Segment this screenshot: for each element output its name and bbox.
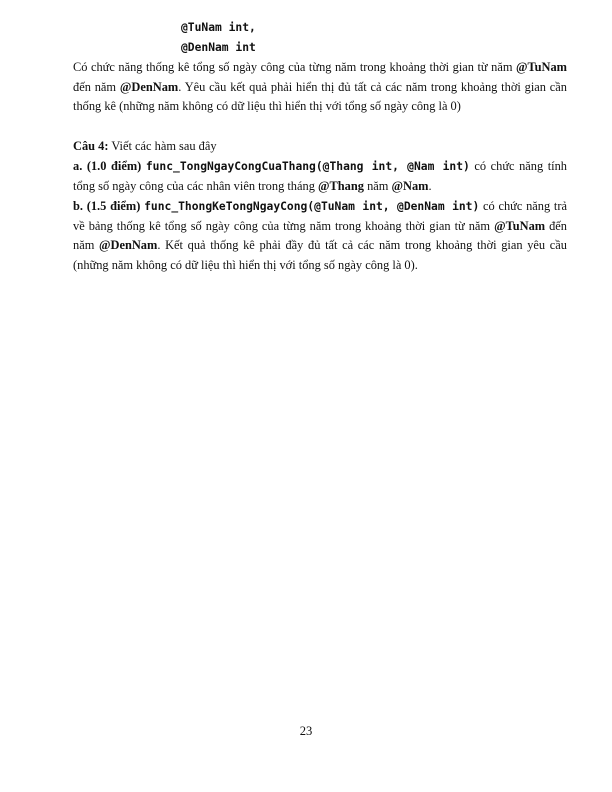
param-ref-nam: @Nam — [391, 178, 429, 193]
page-number: 23 — [299, 724, 313, 738]
item-b-label: b. (1.5 điểm) — [73, 199, 141, 213]
document-page — [73, 18, 567, 275]
text: Có chức năng thống kê tổng số ngày công của từng năm trong khoảng thời gian từ năm — [73, 60, 516, 74]
param-ref-dennam: @DenNam — [99, 238, 158, 252]
text: đến năm — [73, 218, 567, 252]
item-a-label: a. (1.0 điểm) — [73, 159, 142, 173]
text: . Kết quả thống kê phải đầy đủ tất cả các năm trong khoảng thời gian yêu cầu (những năm không có dữ liệu thì hiển thị với tổng số ngày công là 0). — [73, 238, 567, 272]
param-ref-tunam: @TuNam — [515, 60, 567, 74]
param-ref-tunam: @TuNam — [494, 218, 546, 233]
param-line-tunam: @TuNam int, — [181, 21, 256, 34]
item-a-paragraph — [73, 157, 567, 196]
text: có chức năng tính tổng số ngày công của các nhân viên trong tháng — [73, 159, 567, 193]
param-ref-dennam: @DenNam — [119, 79, 179, 94]
text: có chức năng trả về bảng thống kê tổng số ngày công của từng năm trong khoảng thời gian từ năm — [73, 199, 567, 233]
param-ref-thang: @Thang — [318, 178, 364, 193]
param-line-dennam: @DenNam int — [181, 41, 256, 54]
item-b-paragraph — [73, 197, 567, 275]
spacer — [73, 117, 567, 137]
question-text: Viết các hàm sau đây — [108, 138, 217, 153]
question-label: Câu 4: — [73, 138, 109, 153]
text: đến năm — [73, 79, 120, 94]
text: . — [428, 178, 432, 193]
text: năm — [363, 178, 392, 193]
text: . Yêu cầu kết quả phải hiển thị đủ tất cả các năm trong khoảng thời gian cần thống kê (những năm không có dữ liệu thì hiển thị với tổng số ngày công là 0) — [73, 79, 567, 113]
function-description-paragraph — [73, 58, 567, 117]
item-a-function-signature: func_TongNgayCongCuaThang(@Thang int, @Nam int) — [145, 160, 470, 173]
question-heading — [73, 137, 567, 157]
item-b-function-signature: func_ThongKeTongNgayCong(@TuNam int, @DenNam int) — [144, 200, 480, 213]
